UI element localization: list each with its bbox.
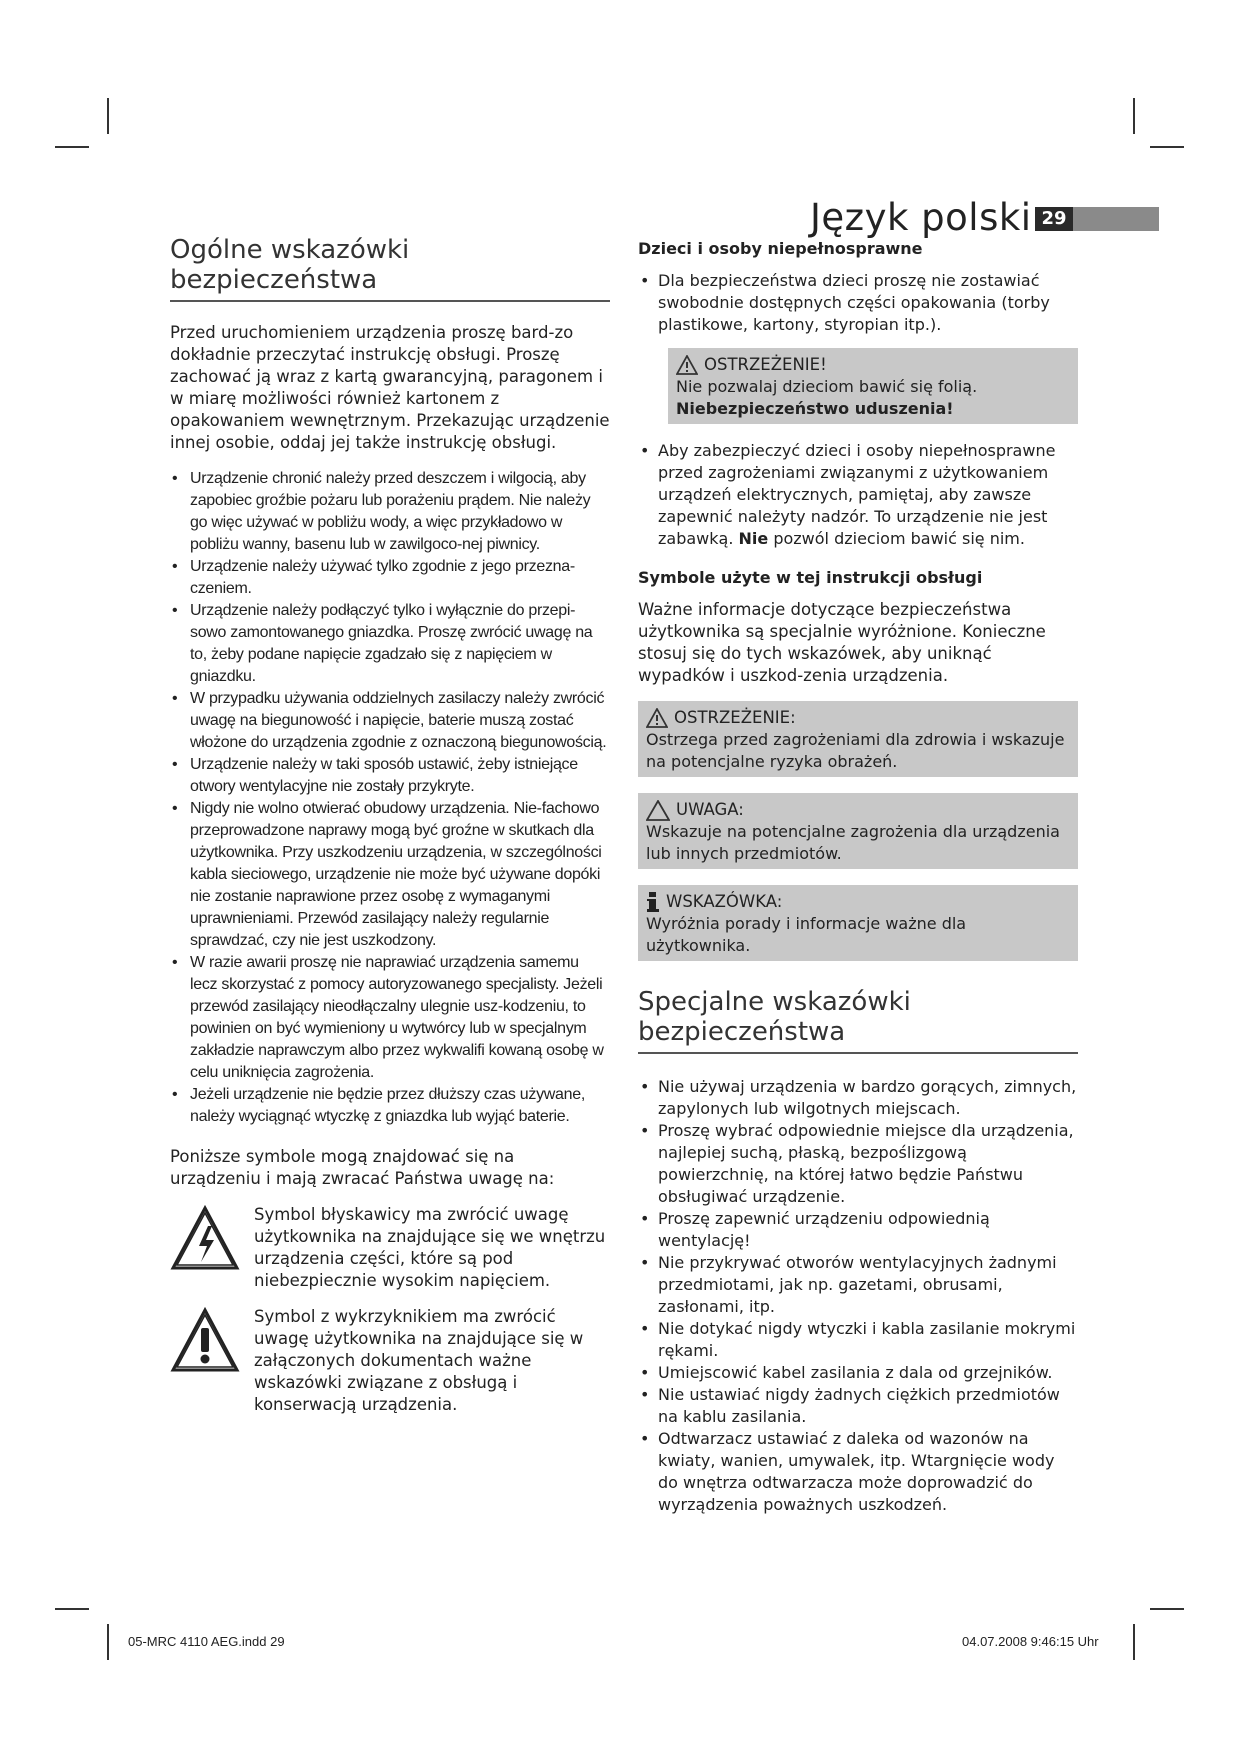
crop-mark: [107, 98, 109, 134]
lightning-symbol-text: Symbol błyskawicy ma zwrócić uwagę użytkownika na znajdujące się we wnętrzu urządzenia części, które są pod niebezpiecznie wysokim napięciem.: [254, 1205, 606, 1290]
list-item: • Urządzenie należy podłączyć tylko i wyłącznie do przepi-sowo zamontowanego gniazdka. Proszę zwrócić uwagę na to, żeby podane napięcie zgadzało się z napięciem w gniazdku.: [170, 600, 610, 688]
special-safety-list: [638, 1076, 1078, 1516]
warning-line: Nie pozwalaj dzieciom bawić się folią.: [676, 377, 978, 396]
crop-mark: [55, 146, 89, 148]
list-item: • Nigdy nie wolno otwierać obudowy urządzenia. Nie-fachowo przeprowadzone naprawy mogą być groźne w skutkach dla użytkownika. Przy uszkodzeniu urządzenia, w szczególności kabla sieciowego, urządzenie nie może być używane dopóki nie zostanie naprawione przez osobę z wymaganymi uprawnieniami. Przewód zasilający należy regularnie sprawdzać, czy nie jest uszkodzony.: [170, 798, 610, 952]
warning-title: OSTRZEŻENIE!: [704, 355, 827, 374]
hint-box: [638, 885, 1078, 961]
list-item: • Proszę zapewnić urządzeniu odpowiednią wentylację!: [638, 1208, 1078, 1252]
list-item: • Odtwarzacz ustawiać z daleka od wazonów na kwiaty, wanien, umywalek, itp. Wtargnięcie wody do wnętrza odtwarzacza może doprowadzić do wyrządzenia poważnych uszkodzeń.: [638, 1428, 1078, 1516]
caution-title: UWAGA:: [676, 800, 744, 819]
general-safety-list: [170, 468, 610, 1128]
crop-mark: [1150, 1608, 1184, 1610]
right-column: [638, 235, 1078, 1534]
warning-box: [638, 701, 1078, 777]
caution-box: [638, 793, 1078, 869]
lightning-warning-icon: [170, 1204, 240, 1274]
list-item: • Nie używaj urządzenia w bardzo gorących, zimnych, zapylonych lub wilgotnych miejscach.: [638, 1076, 1078, 1120]
hint-text: Wyróżnia porady i informacje ważne dla użytkownika.: [646, 914, 967, 955]
exclamation-symbol-text: Symbol z wykrzyknikiem ma zwrócić uwagę użytkownika na znajdujące się w załączonych dokumentach ważne wskazówki związane z obsługą i konserwacją urządzenia.: [254, 1307, 584, 1414]
lightning-symbol-row: [170, 1204, 610, 1292]
children-list: [638, 270, 1078, 336]
exclamation-warning-icon: [170, 1306, 240, 1376]
crop-mark: [1150, 146, 1184, 148]
caution-text: Wskazuje na potencjalne zagrożenia dla urządzenia lub innych przedmiotów.: [646, 822, 1060, 863]
general-safety-heading: Ogólne wskazówki bezpieczeństwa: [170, 235, 610, 302]
list-item: • Urządzenie chronić należy przed deszczem i wilgocią, aby zapobiec groźbie pożaru lub porażeniu prądem. Nie należy go więc używać w pobliżu wody, a więc przykładowo w pobliżu wanny, basenu lub w zawilgoco-nej piwnicy.: [170, 468, 610, 556]
warning-title: OSTRZEŻENIE:: [674, 708, 796, 727]
symbols-intro: Poniższe symbole mogą znajdować się na urządzeniu i mają zwracać Państwa uwagę na:: [170, 1147, 555, 1188]
children-list-2: [638, 440, 1078, 550]
special-safety-heading: Specjalne wskazówki bezpieczeństwa: [638, 987, 1078, 1054]
exclamation-symbol-row: [170, 1306, 610, 1416]
list-item: • Nie przykrywać otworów wentylacyjnych żadnymi przedmiotami, jak np. gazetami, obrusami, zasłonami, itp.: [638, 1252, 1078, 1318]
warning-emphasis: Niebezpieczeństwo uduszenia!: [676, 399, 954, 418]
warning-text: Ostrzega przed zagrożeniami dla zdrowia i wskazuje na potencjalne ryzyka obrażeń.: [646, 730, 1065, 771]
intro-paragraph: Przed uruchomieniem urządzenia proszę bard-zo dokładnie przeczytać instrukcję obsługi. Proszę zachować ją wraz z kartą gwarancyjną, paragonem i w miarę możliwości również kartonem z opakowaniem wewnętrznym. Przekazując urządzenie innej osobie, oddaj jej także instrukcję obsługi.: [170, 323, 610, 452]
language-title: Język polski: [810, 196, 1032, 239]
list-item: • Urządzenie należy w taki sposób ustawić, żeby istniejące otwory wentylacyjne nie zostały przykryte.: [170, 754, 610, 798]
info-icon: [646, 892, 660, 912]
warning-triangle-icon: [646, 708, 668, 728]
children-heading: Dzieci i osoby niepełnosprawne: [638, 239, 923, 258]
left-column: [170, 235, 610, 1430]
symbols-text: Ważne informacje dotyczące bezpieczeństwa użytkownika są specjalnie wyróżnione. Konieczne stosuj się do tych wskazówek, aby uniknąć wypadków i uszkod-zenia urządzenia.: [638, 600, 1046, 685]
list-item: • W razie awarii proszę nie naprawiać urządzenia samemu lecz skorzystać z pomocy autoryzowanego specjalisty. Jeżeli przewód zasilający nieodłączalny ulegnie usz-kodzeniu, to powinien on być wymieniony u wytwórcy lub w specjalnym zakładzie naprawczym albo przez wykwalifi kowaną osobę w celu uniknięcia zagrożenia.: [170, 952, 610, 1084]
list-item: • W przypadku używania oddzielnych zasilaczy należy zwrócić uwagę na biegunowość i napięcie, baterie muszą zostać włożone do urządzenia zgodnie z oznaczoną biegunowością.: [170, 688, 610, 754]
crop-mark: [55, 1608, 89, 1610]
caution-triangle-icon: [646, 800, 670, 821]
warning-suffocation-box: [668, 348, 1078, 424]
crop-mark: [1133, 98, 1135, 134]
list-item: • Nie dotykać nigdy wtyczki i kabla zasilanie mokrymi rękami.: [638, 1318, 1078, 1362]
footer-timestamp: 04.07.2008 9:46:15 Uhr: [962, 1634, 1099, 1649]
list-item: • Umiejscowić kabel zasilania z dala od grzejników.: [638, 1362, 1078, 1384]
crop-mark: [107, 1624, 109, 1660]
list-item: • Dla bezpieczeństwa dzieci proszę nie zostawiać swobodnie dostępnych części opakowania (torby plastikowe, kartony, styropian itp.).: [638, 270, 1078, 336]
hint-title: WSKAZÓWKA:: [666, 892, 783, 911]
warning-triangle-icon: [676, 355, 698, 375]
list-item: • Jeżeli urządzenie nie będzie przez dłuższy czas używane, należy wyciągnąć wtyczkę z gniazdka lub wyjąć baterie.: [170, 1084, 610, 1128]
page-number: 29: [1035, 207, 1073, 231]
list-item: • Proszę wybrać odpowiednie miejsce dla urządzenia, najlepiej suchą, płaską, bezpoślizgową powierzchnię, na której łatwo będzie Państwu obsługiwać urządzenie.: [638, 1120, 1078, 1208]
list-item: • Urządzenie należy używać tylko zgodnie z jego przezna-czeniem.: [170, 556, 610, 600]
symbols-heading: Symbole użyte w tej instrukcji obsługi: [638, 568, 983, 587]
crop-mark: [1133, 1624, 1135, 1660]
footer-filename: 05-MRC 4110 AEG.indd 29: [128, 1634, 285, 1649]
list-item: • Aby zabezpieczyć dzieci i osoby niepełnosprawne przed zagrożeniami związanymi z użytkowaniem urządzeń elektrycznych, pamiętaj, aby zawsze zapewnić należyty nadzór. To urządzenie nie jest zabawką. Nie pozwól dzieciom bawić się nim.: [638, 440, 1078, 550]
header-bar: [1073, 207, 1159, 231]
list-item: • Nie ustawiać nigdy żadnych ciężkich przedmiotów na kablu zasilania.: [638, 1384, 1078, 1428]
